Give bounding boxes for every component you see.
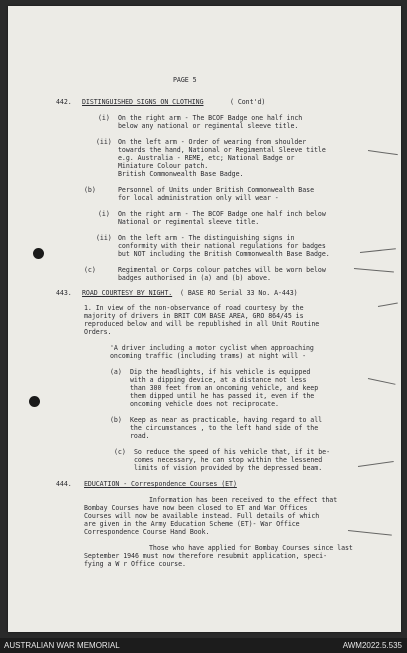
item-text: for local administration only will wear - <box>118 194 279 202</box>
item-text: e.g. Australia - REME, etc; National Badge or <box>118 154 295 162</box>
item-text: Miniature Colour patch. <box>118 162 209 170</box>
item-text: Keep as near as practicable, having regard to all <box>130 416 323 424</box>
pencil-mark <box>368 378 396 385</box>
section-number: 442. <box>56 98 72 106</box>
section-heading: ROAD COURTESY BY NIGHT. <box>82 289 173 297</box>
item-text: Regimental or Corps colour patches will be worn below <box>118 266 326 274</box>
paragraph-text: Those who have applied for Bombay Courses since last <box>149 544 353 552</box>
item-text: badges authorised in (a) and (b) above. <box>118 274 271 282</box>
item-text: with a dipping device, at a distance not less <box>130 376 307 384</box>
punch-hole <box>33 248 44 259</box>
item-marker: (i) <box>98 114 110 122</box>
paragraph-text: are given in the Army Education Scheme (ET)- War Office <box>84 520 300 528</box>
paragraph-text: Correspondence Course Hand Book. <box>84 528 210 536</box>
item-marker: (i) <box>98 210 110 218</box>
paragraph-text: Information has been received to the effect that <box>149 496 338 504</box>
section-number: 444. <box>56 480 72 488</box>
item-text: So reduce the speed of his vehicle that, if it be- <box>134 448 330 456</box>
item-marker: (b) <box>84 186 96 194</box>
paragraph-text: Orders. <box>84 328 112 336</box>
item-text: On the left arm - The distinguishing signs in <box>118 234 295 242</box>
item-text: below any national or regimental sleeve title. <box>118 122 299 130</box>
section-heading-suffix: ( BASE RO Serial 33 No. A-443) <box>180 289 298 297</box>
item-text: On the right arm - The BCOF Badge one half inch <box>118 114 303 122</box>
pencil-mark <box>378 303 398 307</box>
paragraph-text: reproduced below and will be republished in all Unit Routine <box>84 320 320 328</box>
document-page <box>8 6 401 632</box>
item-marker: (ii) <box>96 138 112 146</box>
pencil-mark <box>354 268 394 272</box>
paragraph-text: 1. In view of the non-observance of road courtesy by the <box>84 304 304 312</box>
section-heading: EDUCATION - Correspondence Courses (ET) <box>84 480 237 488</box>
paragraph-text: Bombay Courses have now been closed to ET and War Offices <box>84 504 308 512</box>
item-text: On the left arm - Order of wearing from shoulder <box>118 138 307 146</box>
quote-text: 'A driver including a motor cyclist when approaching <box>110 344 314 352</box>
item-text: road. <box>130 432 150 440</box>
paragraph-text: Courses will now be available instead. Full details of which <box>84 512 320 520</box>
quote-text: oncoming traffic (including trams) at night will - <box>110 352 306 360</box>
item-text: towards the hand, National or Regimental Sleeve title <box>118 146 326 154</box>
item-text: Dip the headlights, if his vehicle is equipped <box>130 368 311 376</box>
footer-bar <box>0 638 407 653</box>
item-text: Personnel of Units under British Commonwealth Base <box>118 186 314 194</box>
pencil-mark <box>358 461 394 467</box>
item-marker: (c) <box>84 266 96 274</box>
item-marker: (c) <box>114 448 126 456</box>
item-text: On the right arm - The BCOF Badge one half inch below <box>118 210 326 218</box>
item-text: limits of vision provided by the depressed beam. <box>134 464 323 472</box>
page-header: PAGE 5 <box>173 76 197 84</box>
section-heading: DISTINGUISHED SIGNS ON CLOTHING <box>82 98 204 106</box>
paragraph-text: September 1946 must now therefore resubmit application, speci- <box>84 552 328 560</box>
item-marker: (b) <box>110 416 122 424</box>
section-number: 443. <box>56 289 72 297</box>
footer-institution: AUSTRALIAN WAR MEMORIAL <box>4 641 120 650</box>
punch-hole <box>29 396 40 407</box>
paragraph-text: fying a W r Office course. <box>84 560 186 568</box>
pencil-mark <box>360 248 396 253</box>
item-text: oncoming vehicle does not reciprocate. <box>130 400 279 408</box>
footer-accession-number: AWM2022.5.535 <box>342 641 402 650</box>
item-text: British Commonwealth Base Badge. <box>118 170 244 178</box>
item-text: them dipped until he has passed it, even if the <box>130 392 315 400</box>
pencil-mark <box>348 530 392 536</box>
item-text: than 300 feet from an oncoming vehicle, and keep <box>130 384 319 392</box>
section-heading-suffix: ( Cont'd) <box>230 98 266 106</box>
paragraph-text: majority of drivers in BRIT COM BASE AREA, GRO 864/45 is <box>84 312 304 320</box>
item-text: comes necessary, he can stop within the lessened <box>134 456 323 464</box>
item-text: conformity with their national regulations for badges <box>118 242 326 250</box>
item-text: National or regimental sleeve title. <box>118 218 260 226</box>
item-marker: (a) <box>110 368 122 376</box>
item-marker: (ii) <box>96 234 112 242</box>
item-text: but NOT including the British Commonwealth Base Badge. <box>118 250 330 258</box>
pencil-mark <box>368 150 398 155</box>
item-text: the circumstances , to the left hand side of the <box>130 424 319 432</box>
